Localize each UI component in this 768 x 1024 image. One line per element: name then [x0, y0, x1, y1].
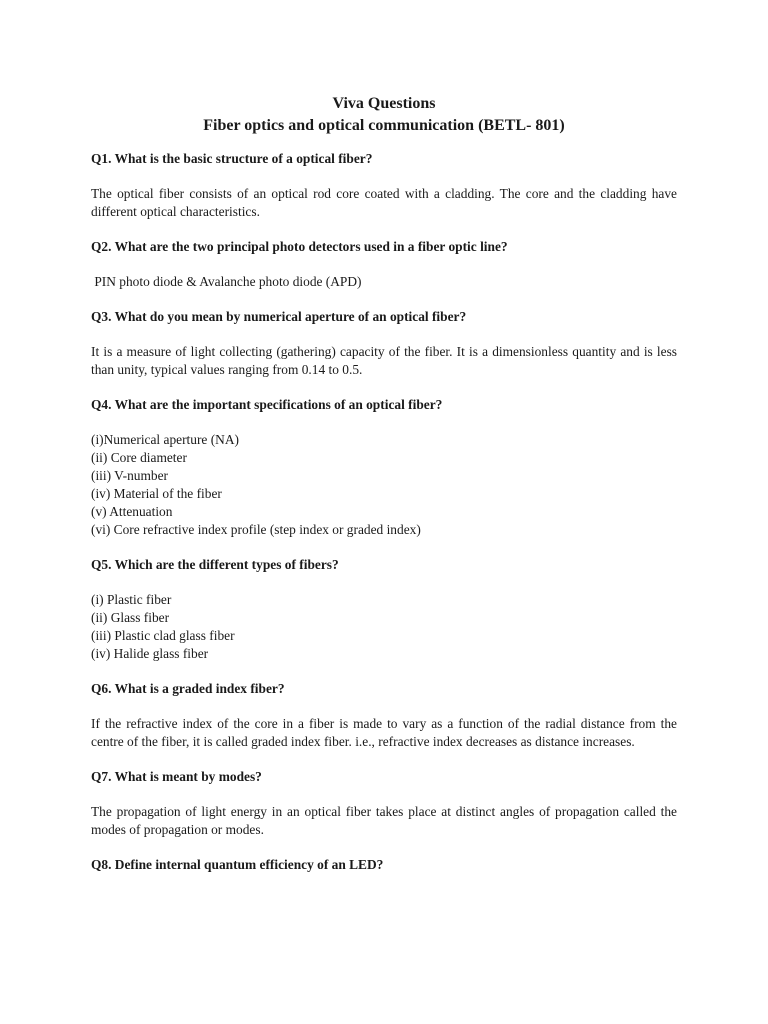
answer-6: If the refractive index of the core in a fiber is made to vary as a function of the radial distance from the centre of the fiber, it is called graded index fiber. i.e., refractive index decreases as distance increases. [91, 716, 677, 749]
list-item: (iii) V-number [91, 468, 168, 483]
answer-5-list [91, 591, 677, 663]
question-5: Q5. Which are the different types of fibers? [91, 557, 339, 572]
list-item: (iii) Plastic clad glass fiber [91, 628, 235, 643]
document-title: Viva Questions [332, 95, 436, 112]
list-item: (i)Numerical aperture (NA) [91, 432, 239, 447]
answer-2: PIN photo diode & Avalanche photo diode (APD) [91, 274, 362, 289]
answer-3: It is a measure of light collecting (gathering) capacity of the fiber. It is a dimensionless quantity and is less than unity, typical values ranging from 0.14 to 0.5. [91, 344, 677, 377]
list-item: (iv) Material of the fiber [91, 486, 222, 501]
question-1: Q1. What is the basic structure of a optical fiber? [91, 151, 373, 166]
document-page [91, 93, 677, 891]
answer-4-list [91, 431, 677, 539]
question-7: Q7. What is meant by modes? [91, 769, 262, 784]
list-item: (v) Attenuation [91, 504, 173, 519]
question-4: Q4. What are the important specifications of an optical fiber? [91, 397, 443, 412]
list-item: (vi) Core refractive index profile (step index or graded index) [91, 522, 421, 537]
question-3: Q3. What do you mean by numerical aperture of an optical fiber? [91, 309, 467, 324]
list-item: (ii) Glass fiber [91, 610, 170, 625]
question-2: Q2. What are the two principal photo detectors used in a fiber optic line? [91, 239, 508, 254]
question-8: Q8. Define internal quantum efficiency of an LED? [91, 857, 384, 872]
list-item: (i) Plastic fiber [91, 592, 172, 607]
answer-1: The optical fiber consists of an optical rod core coated with a cladding. The core and the cladding have different optical characteristics. [91, 186, 677, 219]
list-item: (ii) Core diameter [91, 450, 187, 465]
list-item: (iv) Halide glass fiber [91, 646, 209, 661]
document-subtitle: Fiber optics and optical communication (BETL- 801) [203, 117, 565, 134]
answer-7: The propagation of light energy in an optical fiber takes place at distinct angles of propagation called the modes of propagation or modes. [91, 804, 677, 837]
question-6: Q6. What is a graded index fiber? [91, 681, 285, 696]
